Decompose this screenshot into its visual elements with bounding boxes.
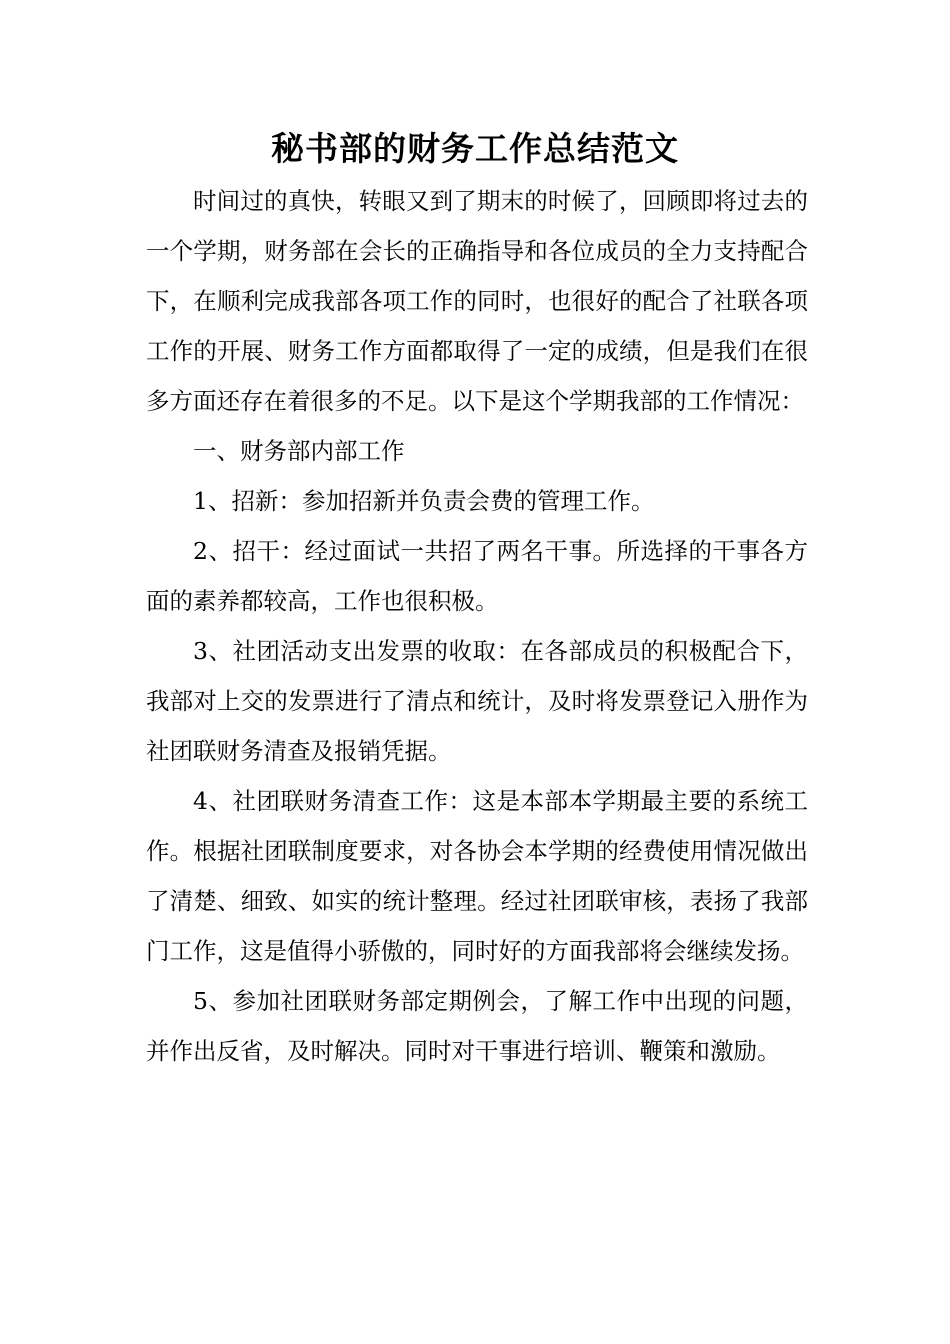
- paragraph-item-4: 4、社团联财务清查工作：这是本部本学期最主要的系统工作。根据社团联制度要求，对各协会本学期的经费使用情况做出了清楚、细致、如实的统计整理。经过社团联审核，表扬了我部门工作，这是值得小骄傲的，同时好的方面我部将会继续发扬。: [146, 787, 808, 965]
- paragraph-item-1: 1、招新：参加招新并负责会费的管理工作。: [193, 487, 655, 515]
- section-heading-internal-work: 一、财务部内部工作: [193, 437, 405, 465]
- paragraph-intro: 时间过的真快，转眼又到了期末的时候了，回顾即将过去的一个学期，财务部在会长的正确指导和各位成员的全力支持配合下，在顺利完成我部各项工作的同时，也很好的配合了社联各项工作的开展、财务工作方面都取得了一定的成绩，但是我们在很多方面还存在着很多的不足。以下是这个学期我部的工作情况：: [146, 187, 808, 415]
- paragraph-item-2: 2、招干：经过面试一共招了两名干事。所选择的干事各方面的素养都较高，工作也很积极。: [146, 537, 808, 615]
- paragraph-item-5: 5、参加社团联财务部定期例会，了解工作中出现的问题，并作出反省，及时解决。同时对干事进行培训、鞭策和激励。: [146, 987, 808, 1065]
- paragraph-item-3: 3、社团活动支出发票的收取：在各部成员的积极配合下，我部对上交的发票进行了清点和统计，及时将发票登记入册作为社团联财务清查及报销凭据。: [146, 637, 808, 765]
- document-title: 秘书部的财务工作总结范文: [271, 129, 679, 168]
- document-body: [146, 176, 808, 1076]
